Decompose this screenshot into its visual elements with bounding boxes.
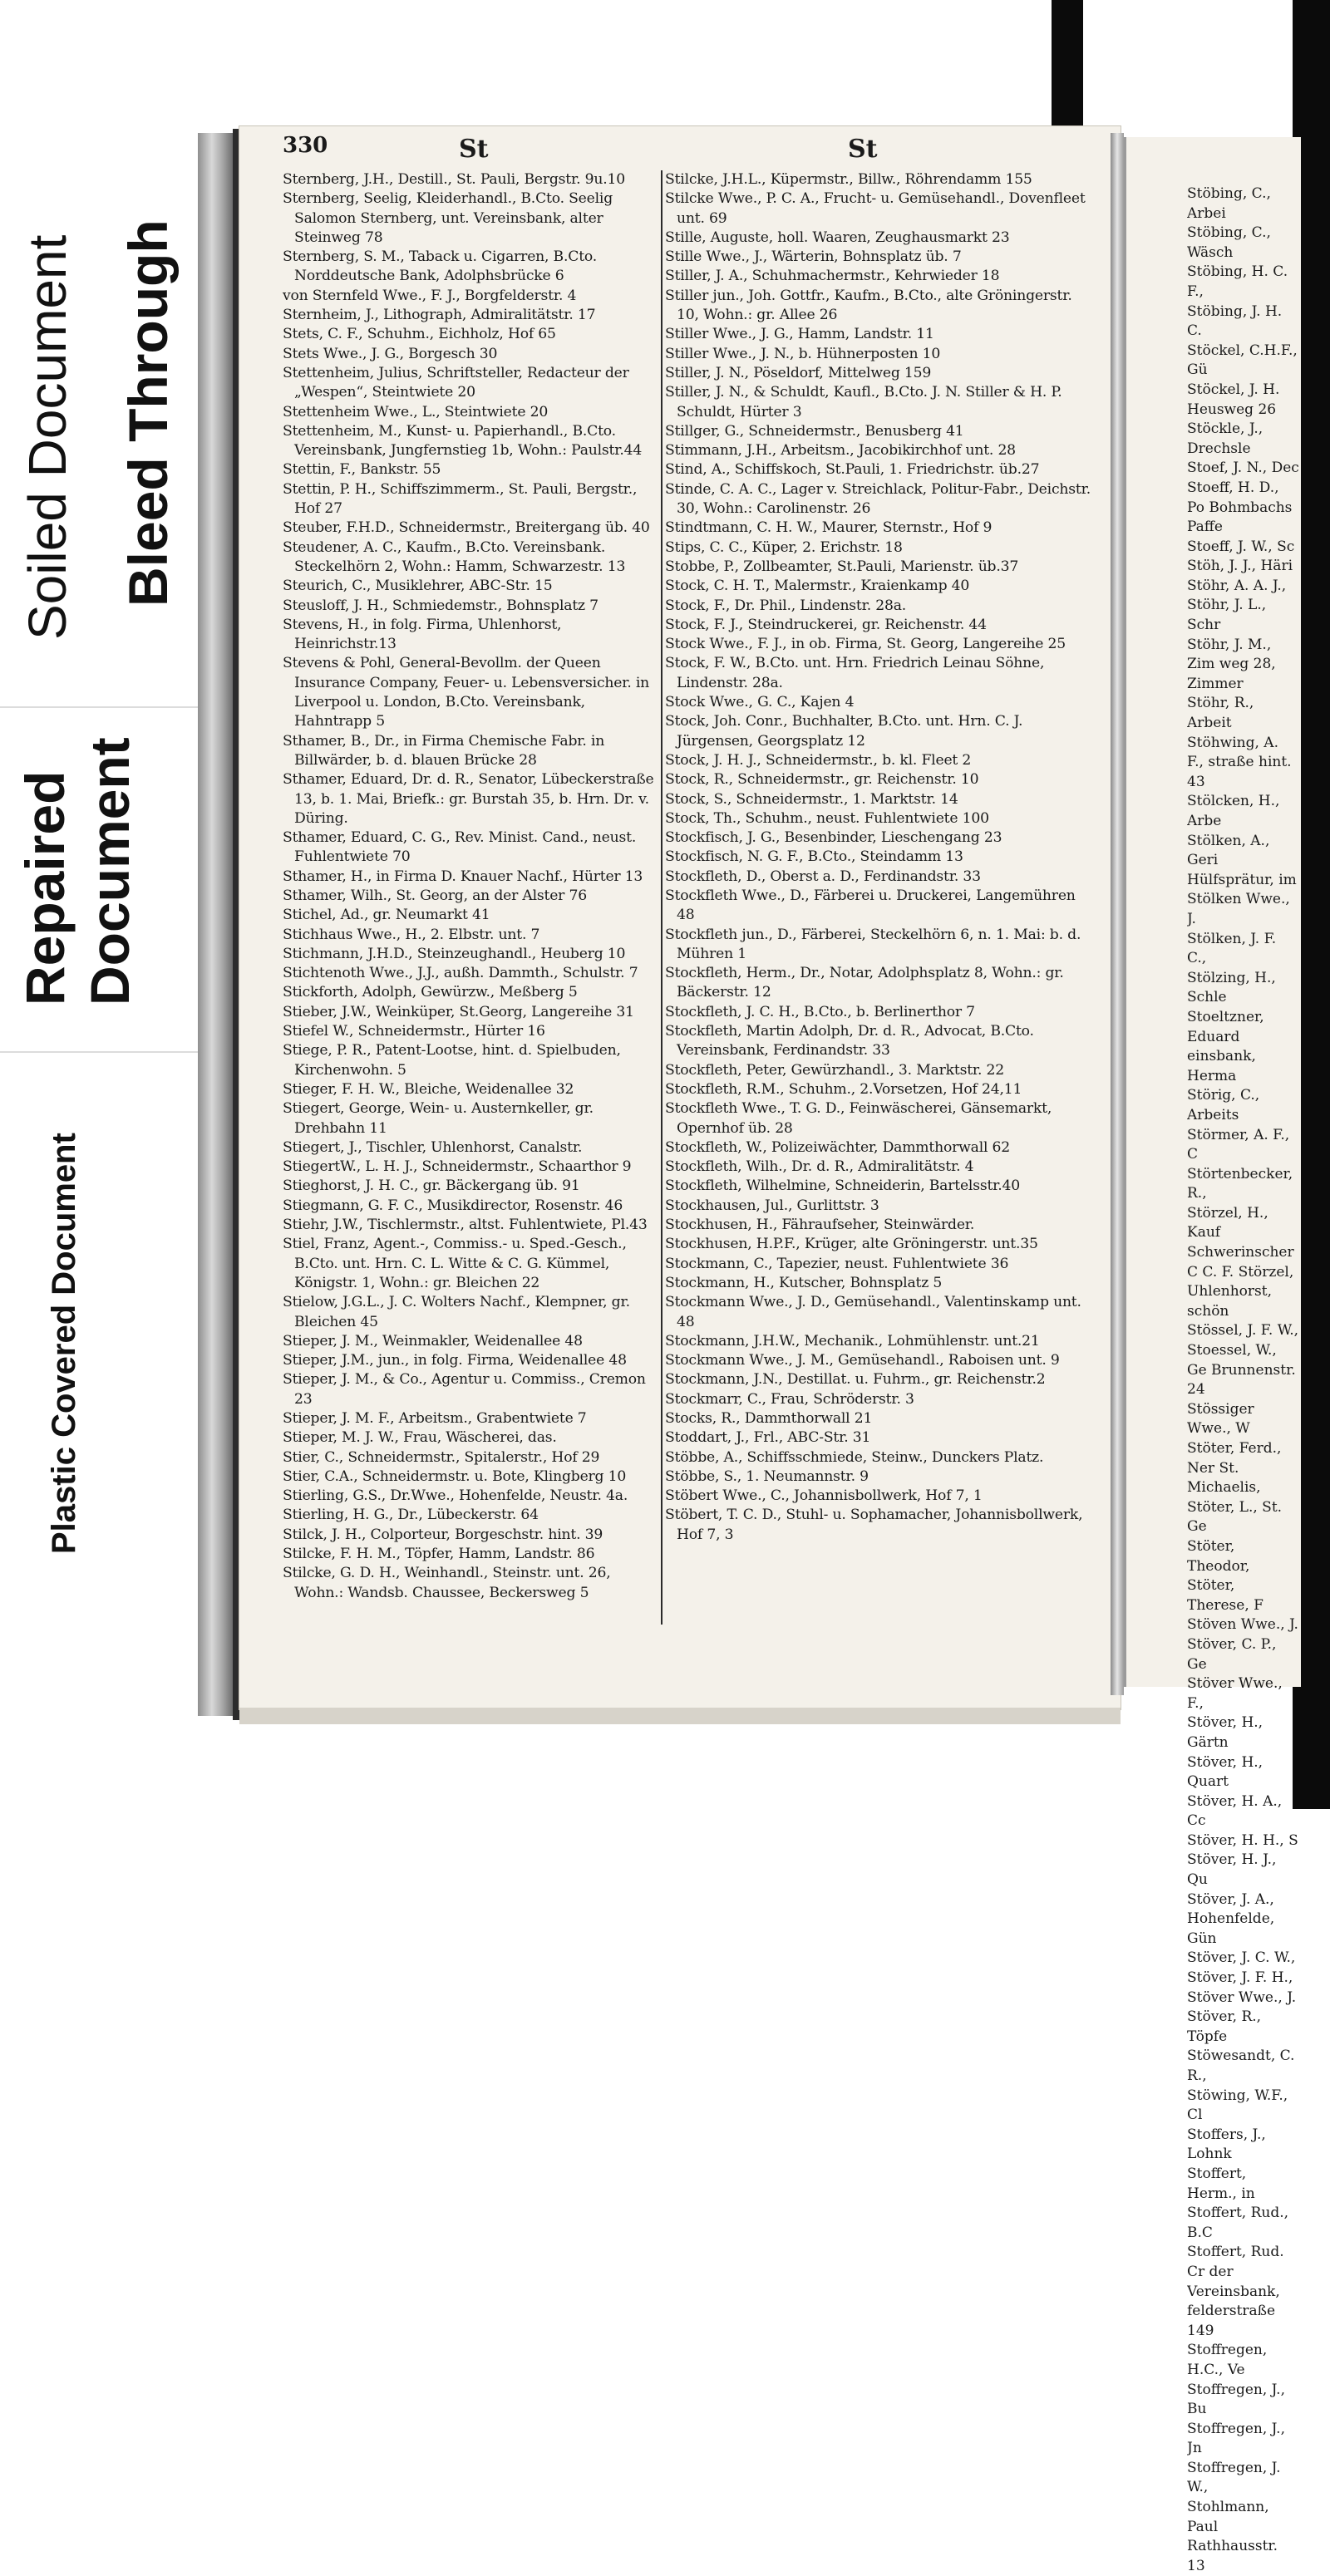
- directory-entry: Stockhusen, H.P.F., Krüger, alte Gröningerstr. unt.35: [665, 1236, 1038, 1253]
- directory-entry: Stinde, C. A. C., Lager v. Streichlack, Politur-Fabr., Deichstr. 30, Wohn.: Carolinenstr. 26: [665, 480, 1091, 518]
- directory-entry: Stettenheim, M., Kunst- u. Papierhandl., B.Cto. Vereinsbank, Jungfernstieg 1b, Wohn.: Paulstr.44: [283, 422, 643, 460]
- directory-entry: Stiegert, J., Tischler, Uhlenhorst, Canalstr.: [283, 1138, 583, 1156]
- directory-entry: Stoef, J. N., Dec: [1187, 460, 1299, 477]
- stamp-separator: [0, 706, 200, 708]
- directory-entry: Stöhr, J. L., Schr: [1187, 597, 1267, 634]
- directory-entry: Stilcke, J.H.L., Küpermstr., Billw., Röhrendamm 155: [665, 171, 1032, 188]
- directory-entry: Stockhausen, Jul., Gurlittstr. 3: [665, 1197, 879, 1214]
- directory-entry: Stölken, J. F. C.,: [1187, 930, 1277, 967]
- directory-entry: Stöver, R., Töpfe: [1187, 2008, 1262, 2045]
- directory-entry: Steuber, F.H.D., Schneidermstr., Breitergang üb. 40: [283, 519, 650, 537]
- directory-entry: Stock, C. H. T., Malermstr., Kraienkamp 40: [665, 578, 970, 595]
- third-column: [1187, 184, 1299, 2576]
- directory-entry: Stieper, J. M. F., Arbeitsm., Grabentwiete 7: [283, 1410, 587, 1427]
- directory-entry: Stickforth, Adolph, Gewürzw., Meßberg 5: [283, 984, 578, 1001]
- directory-entry: Steudener, A. C., Kaufm., B.Cto. Vereinsbank. Steckelhörn 2, Wohn.: Hamm, Schwarzestr. 13: [283, 538, 626, 575]
- directory-entry: Stichel, Ad., gr. Neumarkt 41: [283, 907, 490, 924]
- stamp-repaired-text: Repaired Document: [14, 737, 140, 1005]
- directory-entry: Stoessel, W., Ge Brunnenstr. 24: [1187, 1342, 1296, 1399]
- directory-entry: Stiel, Franz, Agent.-, Commiss.- u. Sped.-Gesch., B.Cto. unt. Hrn. C. L. Witte & C. G. Kümmel, Königstr. 1, Wohn.: gr. Bleichen 22: [283, 1236, 627, 1291]
- directory-entry: Sthamer, Eduard, Dr. d. R., Senator, Lübeckerstraße 13, b. 1. Mai, Briefk.: gr. Burstah 35, b. Hrn. Dr. v. Düring.: [283, 771, 654, 827]
- directory-entry: Stöbbe, S., 1. Neumannstr. 9: [665, 1467, 869, 1485]
- directory-entry: Stockmann Wwe., J. M., Gemüsehandl., Raboisen unt. 9: [665, 1352, 1060, 1369]
- directory-entry: Stöckel, C.H.F., Gü: [1187, 342, 1298, 379]
- right-column: [665, 170, 1097, 1545]
- page-fold: [1111, 133, 1124, 1695]
- stamp-bleed-through: Bleed Through: [117, 219, 179, 607]
- scan-edge-bar: [1052, 0, 1083, 133]
- directory-entry: Stoffert, Herm., in: [1187, 2165, 1255, 2202]
- directory-entry: Stössiger Wwe., W: [1187, 1400, 1254, 1438]
- directory-entry: Stöbert Wwe., C., Johannisbollwerk, Hof 7, 1: [665, 1487, 983, 1505]
- directory-entry: Stilcke Wwe., P. C. A., Frucht- u. Gemüsehandl., Dovenfleet unt. 69: [665, 190, 1086, 227]
- directory-entry: Stets Wwe., J. G., Borgesch 30: [283, 345, 498, 362]
- directory-entry: Stevens & Pohl, General-Bevollm. der Queen Insurance Company, Feuer- u. Lebensversicher. in Liverpool u. London, B.Cto. Vereinsbank, Hahntrapp 5: [283, 655, 650, 730]
- directory-entry: Stoeff, H. D., Po Bohmbachs Paffe: [1187, 479, 1293, 536]
- directory-entry: Stoffregen, J., Jn: [1187, 2420, 1285, 2457]
- directory-entry: Stöhr, R., Arbeit: [1187, 695, 1254, 732]
- directory-entry: Steurich, C., Musiklehrer, ABC-Str. 15: [283, 578, 553, 595]
- directory-entry: Stockfleth, Wilh., Dr. d. R., Admiralitätstr. 4: [665, 1158, 974, 1176]
- directory-entry: Stöver, H. J., Qu: [1187, 1851, 1277, 1889]
- directory-entry: Stille, Auguste, holl. Waaren, Zeughausmarkt 23: [665, 229, 1010, 246]
- stamp-plastic-covered: Plastic Covered Document: [46, 1133, 82, 1554]
- directory-entry: Stiller, J. N., & Schuldt, Kaufl., B.Cto. J. N. Stiller & H. P. Schuldt, Hürter 3: [665, 384, 1062, 420]
- directory-entry: Stoddart, J., Frl., ABC-Str. 31: [665, 1429, 871, 1447]
- directory-entry: Stieger, F. H. W., Bleiche, Weidenallee 32: [283, 1080, 574, 1098]
- directory-entry: Sthamer, H., in Firma D. Knauer Nachf., Hürter 13: [283, 868, 643, 885]
- directory-entry: Stöver Wwe., J.: [1187, 1989, 1297, 2006]
- directory-entry: Stöbbe, A., Schiffsschmiede, Steinw., Dunckers Platz.: [665, 1448, 1044, 1466]
- directory-entry: Stockmann, C., Tapezier, neust. Fuhlentwiete 36: [665, 1255, 1009, 1272]
- directory-entry: Stiegmann, G. F. C., Musikdirector, Rosenstr. 46: [283, 1197, 623, 1214]
- stamp-soiled: Soiled Document: [17, 234, 77, 640]
- directory-entry: Stöckel, J. H. Heusweg 26: [1187, 381, 1280, 418]
- directory-entry: Stilcke, F. H. M., Töpfer, Hamm, Landstr. 86: [283, 1546, 595, 1563]
- directory-entry: Stille Wwe., J., Wärterin, Bohnsplatz üb. 7: [665, 248, 962, 266]
- stamp-separator: [0, 1051, 200, 1053]
- directory-entry: Stieber, J.W., Weinküper, St.Georg, Langereihe 31: [283, 1003, 634, 1020]
- directory-entry: Stockfleth Wwe., D., Färberei u. Druckerei, Langemühren 48: [665, 887, 1076, 924]
- directory-entry: Stettin, F., Bankstr. 55: [283, 461, 441, 479]
- directory-entry: Stölzing, H., Schle: [1187, 969, 1276, 1006]
- directory-entry: Stock, S., Schneidermstr., 1. Marktstr. 14: [665, 790, 958, 808]
- directory-entry: Stielow, J.G.L., J. C. Wolters Nachf., Klempner, gr. Bleichen 45: [283, 1294, 630, 1330]
- directory-entry: Stockfleth, Peter, Gewürzhandl., 3. Marktstr. 22: [665, 1061, 1005, 1079]
- directory-entry: Stieper, J.M., jun., in folg. Firma, Weidenallee 48: [283, 1352, 627, 1369]
- directory-entry: Stoffregen, H.C., Ve: [1187, 2342, 1268, 2378]
- directory-entry: Stohlmann, Paul Rathhausstr. 13: [1187, 2499, 1278, 2574]
- directory-entry: Stölcken, H., Arbe: [1187, 793, 1280, 829]
- directory-entry: Stöbing, J. H. C.: [1187, 302, 1283, 340]
- directory-entry: Stiegert, George, Wein- u. Austernkeller, gr. Drehbahn 11: [283, 1100, 594, 1137]
- directory-entry: Stockfleth, Herm., Dr., Notar, Adolphsplatz 8, Wohn.: gr. Bäckerstr. 12: [665, 965, 1064, 1001]
- directory-entry: Stobbe, P., Zollbeamter, St.Pauli, Marienstr. üb.37: [665, 558, 1019, 575]
- directory-entry: Stoffers, J., Lohnk: [1187, 2126, 1266, 2163]
- directory-entry: Stockfleth Wwe., T. G. D., Feinwäscherei, Gänsemarkt, Opernhof üb. 28: [665, 1100, 1052, 1137]
- directory-entry: Stets, C. F., Schuhm., Eichholz, Hof 65: [283, 326, 556, 343]
- directory-entry: Stichtenoth Wwe., J.J., außh. Dammth., Schulstr. 7: [283, 965, 638, 982]
- directory-entry: Stöver Wwe., F.,: [1187, 1675, 1283, 1712]
- directory-entry: von Sternfeld Wwe., F. J., Borgfelderstr. 4: [283, 287, 577, 304]
- directory-entry: Stöwesandt, C. R.,: [1187, 2048, 1295, 2084]
- directory-entry: Sternberg, Seelig, Kleiderhandl., B.Cto. Seelig Salomon Sternberg, unt. Vereinsbank, alter Steinweg 78: [283, 190, 613, 246]
- directory-entry: Stips, C. C., Küper, 2. Erichstr. 18: [665, 538, 903, 556]
- directory-entry: Stockfleth, Martin Adolph, Dr. d. R., Advocat, B.Cto. Vereinsbank, Ferdinandstr. 33: [665, 1023, 1034, 1059]
- directory-entry: Störtenbecker, R.,: [1187, 1165, 1293, 1202]
- directory-entry: Stiefel W., Schneidermstr., Hürter 16: [283, 1023, 545, 1040]
- directory-entry: StiegertW., L. H. J., Schneidermstr., Schaarthor 9: [283, 1158, 632, 1176]
- directory-entry: Stockmann Wwe., J. D., Gemüsehandl., Valentinskamp unt. 48: [665, 1294, 1081, 1330]
- directory-entry: Stöckle, J., Drechsle: [1187, 420, 1264, 457]
- directory-entry: Stöter, Therese, F: [1187, 1577, 1264, 1614]
- directory-entry: Stieghorst, J. H. C., gr. Bäckergang üb. 91: [283, 1177, 580, 1195]
- directory-entry: Stöter, Theodor,: [1187, 1537, 1250, 1575]
- directory-entry: Stöwing, W.F., Cl: [1187, 2087, 1288, 2124]
- directory-entry: Stock Wwe., G. C., Kajen 4: [665, 694, 855, 711]
- directory-entry: Stössel, J. F. W.,: [1187, 1322, 1299, 1340]
- directory-entry: Stoffregen, J. W.,: [1187, 2459, 1281, 2496]
- directory-entry: Stilcke, G. D. H., Weinhandl., Steinstr. unt. 26, Wohn.: Wandsb. Chaussee, Beckersweg 5: [283, 1565, 611, 1601]
- directory-entry: Stockfleth, D., Oberst a. D., Ferdinandstr. 33: [665, 868, 981, 885]
- directory-entry: Stevens, H., in folg. Firma, Uhlenhorst, Heinrichstr.13: [283, 616, 562, 653]
- directory-entry: Stöter, Ferd., Ner St. Michaelis,: [1187, 1440, 1282, 1497]
- directory-entry: Stieper, M. J. W., Frau, Wäscherei, das.: [283, 1429, 557, 1447]
- directory-entry: Stockhusen, H., Fähraufseher, Steinwärder.: [665, 1217, 975, 1234]
- directory-entry: Störmer, A. F., C: [1187, 1126, 1290, 1163]
- directory-entry: Stichmann, J.H.D., Steinzeughandl., Heuberg 10: [283, 945, 626, 962]
- directory-entry: Stiller jun., Joh. Gottfr., Kaufm., B.Cto., alte Gröningerstr. 10, Wohn.: gr. Allee 26: [665, 287, 1072, 324]
- directory-entry: Stock, Joh. Conr., Buchhalter, B.Cto. unt. Hrn. C. J. Jürgensen, Georgsplatz 12: [665, 713, 1023, 750]
- directory-entry: Stimmann, J.H., Arbeitsm., Jacobikirchhof unt. 28: [665, 442, 1016, 460]
- directory-entry: Stock, J. H. J., Schneidermstr., b. kl. Fleet 2: [665, 751, 972, 769]
- directory-entry: Stilck, J. H., Colporteur, Borgeschstr. hint. 39: [283, 1526, 603, 1543]
- directory-entry: Stock, F. J., Steindruckerei, gr. Reichenstr. 44: [665, 616, 987, 633]
- directory-entry: Stöh, J. J., Häri: [1187, 558, 1293, 575]
- directory-entry: Stockfleth, R.M., Schuhm., 2.Vorsetzen, Hof 24,11: [665, 1080, 1022, 1098]
- directory-entry: Stock, F. W., B.Cto. unt. Hrn. Friedrich Leinau Söhne, Lindenstr. 28a.: [665, 655, 1045, 691]
- directory-entry: Stöver, J. A., Hohenfelde, Gün: [1187, 1890, 1275, 1947]
- directory-entry: Sthamer, B., Dr., in Firma Chemische Fabr. in Billwärder, b. d. blauen Brücke 28: [283, 732, 605, 769]
- directory-entry: Sternheim, J., Lithograph, Admiralitätstr. 17: [283, 307, 596, 324]
- directory-entry: Stöver, H. A., Cc: [1187, 1792, 1283, 1830]
- directory-entry: Stölken Wwe., J.: [1187, 891, 1290, 927]
- directory-entry: Stock, F., Dr. Phil., Lindenstr. 28a.: [665, 597, 907, 614]
- directory-entry: Sthamer, Eduard, C. G., Rev. Minist. Cand., neust. Fuhlentwiete 70: [283, 829, 637, 866]
- directory-entry: Stockfleth, W., Polizeiwächter, Dammthorwall 62: [665, 1138, 1011, 1156]
- directory-entry: Stoeltzner, Eduard einsbank, Herma: [1187, 1008, 1264, 1084]
- directory-entry: Stierling, H. G., Dr., Lübeckerstr. 64: [283, 1507, 539, 1524]
- directory-entry: Stöver, H., Quart: [1187, 1753, 1264, 1791]
- directory-entry: Stieper, J. M., Weinmakler, Weidenallee 48: [283, 1332, 583, 1349]
- header-right: St: [848, 135, 878, 164]
- book-binding: [198, 133, 233, 1716]
- directory-entry: Stocks, R., Dammthorwall 21: [665, 1410, 873, 1427]
- directory-entry: Stöhwing, A. F., straße hint. 43: [1187, 734, 1292, 790]
- directory-entry: Stöver, H. H., S: [1187, 1831, 1298, 1849]
- directory-entry: Stichhaus Wwe., H., 2. Elbstr. unt. 7: [283, 926, 540, 943]
- directory-entry: Stöbing, H. C. F.,: [1187, 263, 1288, 300]
- directory-entry: Störig, C., Arbeits: [1187, 1087, 1260, 1123]
- directory-entry: Stettenheim Wwe., L., Steintwiete 20: [283, 403, 549, 420]
- directory-entry: Stindtmann, C. H. W., Maurer, Sternstr., Hof 9: [665, 519, 993, 537]
- directory-entry: Stöver, J. C. W.,: [1187, 1949, 1296, 1967]
- directory-entry: Stockmann, J.N., Destillat. u. Fuhrm., gr. Reichenstr.2: [665, 1371, 1046, 1389]
- directory-entry: Stier, C., Schneidermstr., Spitalerstr., Hof 29: [283, 1448, 600, 1466]
- directory-entry: Stockmann, J.H.W., Mechanik., Lohmühlenstr. unt.21: [665, 1332, 1040, 1349]
- left-column: [283, 170, 661, 1603]
- header-left: St: [459, 135, 489, 164]
- page-number: 330: [283, 133, 328, 158]
- directory-entry: Stöbing, C., Arbei: [1187, 185, 1271, 222]
- directory-entry: Stoffert, Rud., B.C: [1187, 2205, 1289, 2241]
- directory-entry: Stiehr, J.W., Tischlermstr., altst. Fuhlentwiete, Pl.43: [283, 1217, 648, 1234]
- directory-entry: Stöver, C. P., Ge: [1187, 1635, 1277, 1673]
- stamp-panel: [0, 0, 200, 1809]
- directory-entry: Stock, Th., Schuhm., neust. Fuhlentwiete 100: [665, 809, 989, 827]
- directory-entry: Stiller Wwe., J. N., b. Hühnerposten 10: [665, 345, 941, 362]
- directory-entry: Stoffert, Rud. Cr der Vereinsbank, felderstraße 149: [1187, 2244, 1284, 2339]
- directory-entry: Stiller Wwe., J. G., Hamm, Landstr. 11: [665, 326, 934, 343]
- directory-entry: Stockfleth, J. C. H., B.Cto., b. Berlinerthor 7: [665, 1003, 975, 1020]
- directory-entry: Stier, C.A., Schneidermstr. u. Bote, Klingberg 10: [283, 1467, 627, 1485]
- directory-entry: Steusloff, J. H., Schmiedemstr., Bohnsplatz 7: [283, 597, 598, 614]
- directory-entry: Stillger, G., Schneidermstr., Benusberg 41: [665, 422, 964, 440]
- directory-entry: Stöhr, A. A. J.,: [1187, 577, 1287, 594]
- directory-entry: Sternberg, S. M., Taback u. Cigarren, B.Cto. Norddeutsche Bank, Adolphsbrücke 6: [283, 248, 598, 285]
- directory-entry: Stoeff, J. W., Sc: [1187, 538, 1295, 555]
- directory-entry: Stöven Wwe., J.: [1187, 1616, 1298, 1634]
- directory-entry: Stierling, G.S., Dr.Wwe., Hohenfelde, Neustr. 4a.: [283, 1487, 628, 1505]
- directory-entry: Stind, A., Schiffskoch, St.Pauli, 1. Friedrichstr. üb.27: [665, 461, 1040, 479]
- directory-entry: Stölken, A., Geri Hülfsprätur, im: [1187, 832, 1297, 888]
- directory-entry: Stock, R., Schneidermstr., gr. Reichenstr. 10: [665, 771, 979, 789]
- directory-entry: Stöver, J. F. H.,: [1187, 1969, 1293, 1987]
- directory-entry: Stiege, P. R., Patent-Lootse, hint. d. Spielbuden, Kirchenwohn. 5: [283, 1042, 621, 1079]
- directory-entry: Stiller, J. N., Pöseldorf, Mittelweg 159: [665, 364, 932, 381]
- directory-entry: Störzel, H., Kauf Schwerinscher C C. F. Störzel, Uhlenhorst, schön: [1187, 1204, 1294, 1320]
- directory-entry: Stettin, P. H., Schiffszimmerm., St. Pauli, Bergstr., Hof 27: [283, 480, 638, 518]
- directory-entry: Stieper, J. M., & Co., Agentur u. Commiss., Cremon 23: [283, 1371, 646, 1408]
- directory-entry: Stoffregen, J., Bu: [1187, 2381, 1285, 2418]
- directory-entry: Stock Wwe., F. J., in ob. Firma, St. Georg, Langereihe 25: [665, 636, 1066, 653]
- directory-entry: Stöhr, J. M., Zim weg 28, Zimmer: [1187, 636, 1276, 692]
- directory-entry: Stiller, J. A., Schuhmachermstr., Kehrwieder 18: [665, 268, 1000, 285]
- directory-entry: Stöter, L., St. Ge: [1187, 1498, 1283, 1536]
- directory-entry: Stockfisch, N. G. F., B.Cto., Steindamm 13: [665, 848, 963, 866]
- stamp-repaired: [12, 723, 142, 1005]
- directory-entry: Stockmarr, C., Frau, Schröderstr. 3: [665, 1390, 914, 1408]
- directory-entry: Stockfleth jun., D., Färberei, Steckelhörn 6, n. 1. Mai: b. d. Mühren 1: [665, 926, 1081, 962]
- directory-entry: Sthamer, Wilh., St. Georg, an der Alster 76: [283, 887, 587, 904]
- directory-entry: Stockfleth, Wilhelmine, Schneiderin, Bartelsstr.40: [665, 1177, 1021, 1195]
- directory-entry: Stöbing, C., Wäsch: [1187, 224, 1271, 261]
- directory-entry: Stockmann, H., Kutscher, Bohnsplatz 5: [665, 1274, 943, 1291]
- directory-entry: Sternberg, J.H., Destill., St. Pauli, Bergstr. 9u.10: [283, 171, 625, 188]
- binding-edge: [233, 129, 239, 1720]
- directory-entry: Stöver, H., Gärtn: [1187, 1714, 1264, 1751]
- page-bottom-edge: [239, 1708, 1121, 1724]
- directory-entry: Stockfisch, J. G., Besenbinder, Lieschengang 23: [665, 829, 1002, 847]
- directory-entry: Stettenheim, Julius, Schriftsteller, Redacteur der „Wespen“, Steintwiete 20: [283, 364, 629, 401]
- directory-entry: Stöbert, T. C. D., Stuhl- u. Sophamacher, Johannisbollwerk, Hof 7, 3: [665, 1507, 1083, 1543]
- column-divider: [661, 170, 663, 1625]
